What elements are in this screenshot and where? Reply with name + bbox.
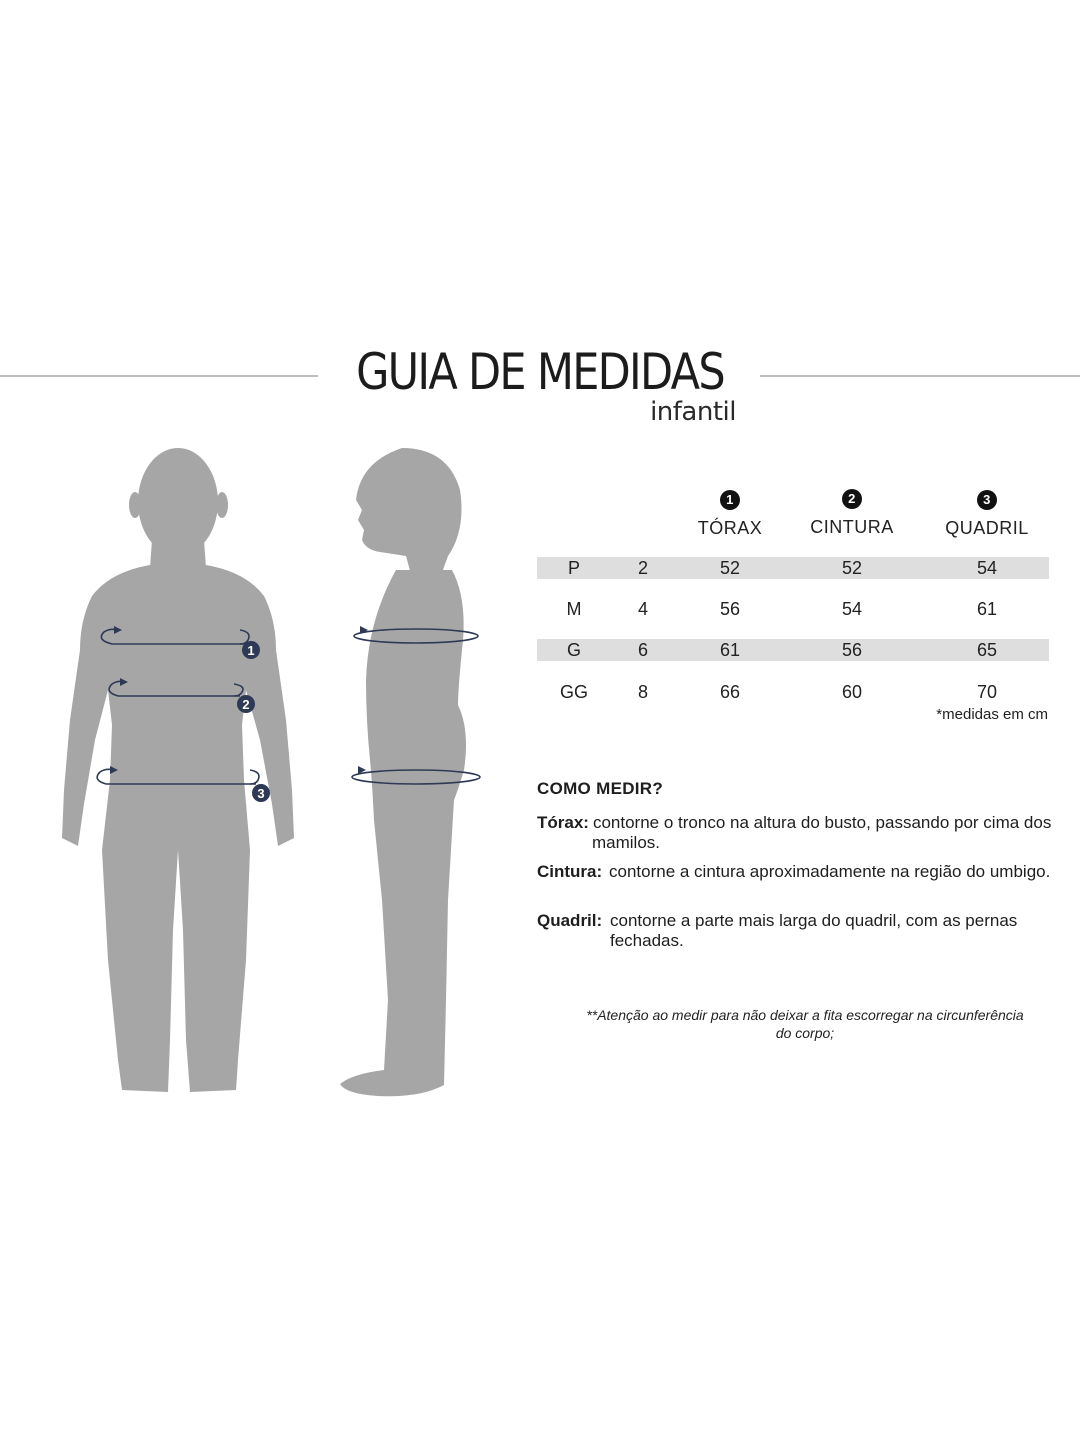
age-cell: 2 xyxy=(637,558,648,578)
instruction-label: Tórax: xyxy=(537,813,589,832)
table-row xyxy=(537,681,1049,703)
instruction-quadril xyxy=(537,911,1072,951)
age-cell: 8 xyxy=(637,682,648,702)
how-to-title: COMO MEDIR? xyxy=(537,779,664,798)
torax-cell: 56 xyxy=(719,599,741,619)
column-label: QUADRIL xyxy=(945,518,1029,538)
column-number-badge: 3 xyxy=(977,490,997,510)
measurement-warning: **Atenção ao medir para não deixar a fita escorregar na circunferência do corpo; xyxy=(586,1007,1024,1041)
instruction-label: Cintura: xyxy=(537,862,603,881)
units-note: *medidas em cm xyxy=(936,706,1048,723)
size-cell: M xyxy=(566,599,582,619)
column-header-quadril xyxy=(907,488,1067,539)
torax-cell: 61 xyxy=(719,640,741,660)
marker-1 xyxy=(242,641,260,659)
quadril-cell: 70 xyxy=(976,682,998,702)
page-title: GUIA DE MEDIDAS xyxy=(356,343,724,401)
cintura-cell: 60 xyxy=(841,682,863,702)
instruction-label: Quadril: xyxy=(537,911,603,930)
torax-cell: 66 xyxy=(719,682,741,702)
torax-cell: 52 xyxy=(719,558,741,578)
cintura-cell: 54 xyxy=(841,599,863,619)
instruction-text: contorne a parte mais larga do quadril, com as pernas fechadas. xyxy=(610,911,1018,950)
instruction-torax xyxy=(537,813,1072,853)
svg-text:3: 3 xyxy=(257,786,265,801)
svg-text:1: 1 xyxy=(247,643,255,658)
size-cell: G xyxy=(566,640,581,660)
quadril-cell: 54 xyxy=(976,558,998,578)
front-body-silhouette xyxy=(62,448,294,1092)
marker-2 xyxy=(237,695,255,713)
age-cell: 6 xyxy=(637,640,648,660)
body-silhouettes xyxy=(0,0,540,1120)
size-cell: P xyxy=(567,558,580,578)
table-row xyxy=(537,598,1049,620)
page-subtitle: infantil xyxy=(650,397,736,427)
quadril-cell: 61 xyxy=(976,599,998,619)
instruction-cintura xyxy=(537,862,1072,882)
instruction-text: contorne a cintura aproximadamente na região do umbigo. xyxy=(609,862,1051,881)
table-row xyxy=(537,557,1049,579)
instruction-text: contorne o tronco na altura do busto, passando por cima dos mamilos. xyxy=(592,813,1052,852)
quadril-cell: 65 xyxy=(976,640,998,660)
column-number-badge: 1 xyxy=(720,490,740,510)
cintura-cell: 56 xyxy=(841,640,863,660)
column-label: TÓRAX xyxy=(697,518,763,538)
svg-text:2: 2 xyxy=(242,697,250,712)
size-cell: GG xyxy=(559,682,588,702)
cintura-cell: 52 xyxy=(841,558,863,578)
age-cell: 4 xyxy=(637,599,648,619)
column-label: CINTURA xyxy=(810,517,894,537)
column-number-badge: 2 xyxy=(842,489,862,509)
table-row xyxy=(537,639,1049,661)
marker-3 xyxy=(252,784,270,802)
